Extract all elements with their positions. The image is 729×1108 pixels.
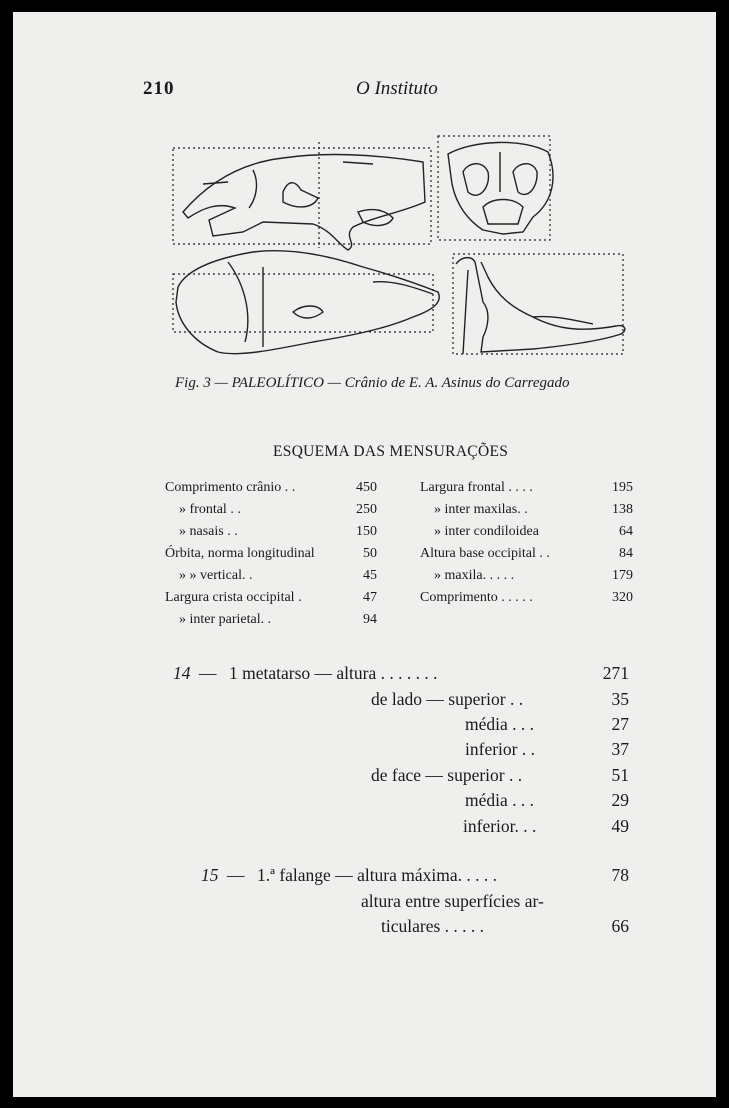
table-row	[165, 610, 377, 630]
section-number: 14	[173, 663, 191, 683]
section-number: 15	[201, 865, 219, 885]
measurements-heading: ESQUEMA DAS MENSURAÇÕES	[273, 443, 509, 460]
table-row	[420, 522, 633, 542]
row-value: 45	[363, 568, 377, 583]
row-label: média . . .	[465, 790, 535, 810]
row-label: média . . .	[465, 714, 535, 734]
measurement-row	[465, 711, 629, 737]
table-row	[165, 478, 377, 498]
measurement-row	[361, 888, 629, 914]
section-value: 271	[602, 663, 629, 683]
skull-figure	[13, 12, 716, 372]
row-label: » inter condiloidea	[434, 524, 539, 539]
row-value: 450	[356, 480, 377, 495]
row-label: Comprimento . . . . .	[420, 590, 533, 605]
row-value: 35	[611, 689, 629, 709]
row-value: 150	[356, 524, 377, 539]
table-row	[165, 588, 377, 608]
measurement-row	[465, 787, 629, 813]
row-value: 29	[611, 790, 629, 810]
section-dash: —	[199, 663, 217, 683]
row-value: 94	[363, 612, 377, 627]
measurement-row	[371, 686, 629, 712]
table-row	[165, 544, 377, 564]
row-value: 50	[363, 546, 377, 561]
section-value: 78	[611, 865, 629, 885]
running-title: O Instituto	[356, 78, 438, 99]
row-label: Altura base occipital . .	[420, 546, 550, 561]
row-value: 27	[611, 714, 629, 734]
measurement-row	[371, 762, 629, 788]
row-label: inferior . .	[465, 739, 535, 759]
row-label: » » vertical. .	[179, 568, 253, 583]
mandible-view	[453, 254, 625, 354]
row-value: 250	[356, 502, 377, 517]
row-value: 64	[619, 524, 633, 539]
row-label: » nasais . .	[179, 524, 238, 539]
row-label: » maxila. . . . .	[434, 568, 515, 583]
row-value: 66	[611, 916, 629, 936]
row-value: 51	[611, 765, 629, 785]
section-title: 1 metatarso — altura . . . . . . .	[229, 663, 438, 683]
row-value: 47	[363, 590, 377, 605]
row-label: inferior. . .	[463, 816, 537, 836]
page-number: 210	[143, 78, 175, 99]
row-label: » frontal . .	[179, 502, 241, 517]
row-label: de lado — superior . .	[371, 689, 524, 709]
row-label: Comprimento crânio . .	[165, 480, 296, 495]
row-label: » inter maxilas. .	[434, 502, 528, 517]
row-value: 320	[612, 590, 633, 605]
row-value: 195	[612, 480, 633, 495]
document-page	[13, 12, 716, 1097]
row-label: ticulares . . . . .	[381, 916, 485, 936]
row-label: Largura crista occipital .	[165, 590, 302, 605]
row-value: 179	[612, 568, 633, 583]
section-14-title-row	[173, 660, 629, 686]
table-row	[420, 588, 633, 608]
skull-ventral-view	[173, 251, 439, 354]
figure-caption: Fig. 3 — PALEOLÍTICO — Crânio de E. A. Asinus do Carregado	[175, 375, 570, 391]
table-row	[420, 478, 633, 498]
measurement-row	[381, 913, 629, 939]
skull-occipital-view	[438, 136, 553, 240]
table-row	[165, 500, 377, 520]
table-row	[165, 522, 377, 542]
table-row	[420, 500, 633, 520]
row-value: 37	[611, 739, 629, 759]
row-label: Largura frontal . . . .	[420, 480, 533, 495]
table-row	[420, 544, 633, 564]
measurement-row	[465, 736, 629, 762]
row-label: Órbita, norma longitudinal	[165, 546, 315, 561]
row-value: 138	[612, 502, 633, 517]
row-label: » inter parietal. .	[179, 612, 272, 627]
table-row	[165, 566, 377, 586]
row-value: 84	[619, 546, 633, 561]
row-value: 49	[611, 816, 629, 836]
table-row	[420, 566, 633, 586]
measurement-row	[463, 813, 629, 839]
row-label: altura entre superfícies ar-	[361, 891, 544, 911]
section-title: 1.ª falange — altura máxima. . . . .	[257, 865, 498, 885]
skull-lateral-view	[173, 142, 431, 250]
section-dash: —	[227, 865, 245, 885]
row-label: de face — superior . .	[371, 765, 523, 785]
section-15-title-row	[201, 862, 629, 888]
